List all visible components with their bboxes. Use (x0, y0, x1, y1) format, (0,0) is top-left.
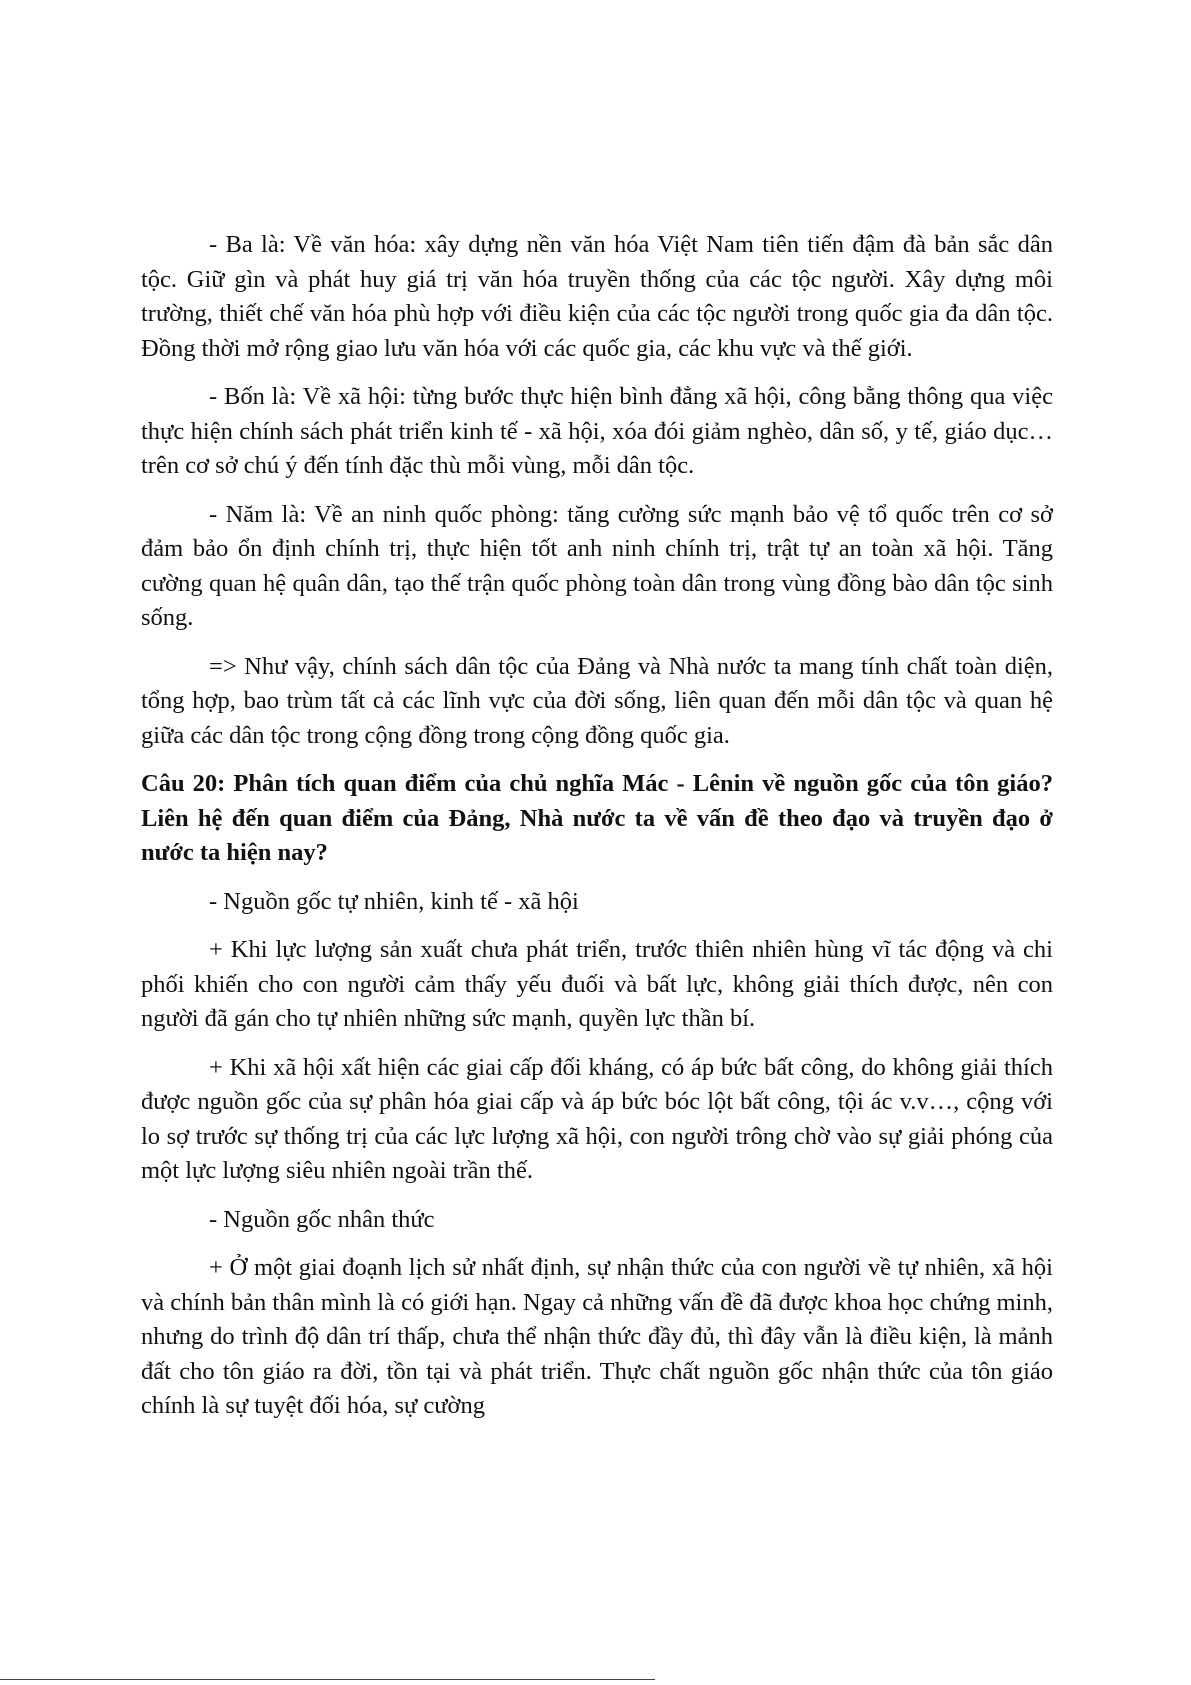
answer-paragraph-nature: + Khi lực lượng sản xuất chưa phát triển, trước thiên nhiên hùng vĩ tác động và chi phối khiến cho con người cảm thấy yếu đuối và bất lực, không giải thích được, nên con người đã gán cho tự nhiên những sức mạnh, quyền lực thần bí. (141, 936, 1053, 1032)
question-heading: Câu 20: Phân tích quan điểm của chủ nghĩa Mác - Lênin về nguồn gốc của tôn giáo? Liên hệ đến quan điểm của Đảng, Nhà nước ta về vấn đề theo đạo và truyền đạo ở nước ta hiện nay? (141, 770, 1053, 866)
paragraph-conclusion: => Như vậy, chính sách dân tộc của Đảng và Nhà nước ta mang tính chất toàn diện, tổng hợp, bao trùm tất cả các lĩnh vực của đời sống, liên quan đến mỗi dân tộc và quan hệ giữa các dân tộc trong cộng đồng trong cộng đồng quốc gia. (141, 652, 1053, 749)
answer-paragraph-cognition: + Ở một giai đoạnh lịch sử nhất định, sự nhận thức của con người về tự nhiên, xã hội và chính bản thân mình là có giới hạn. Ngay cả những vấn đề đã được khoa học chứng minh, nhưng do trình độ dân trí thấp, chưa thể nhận thức đầy đủ, thì đây vẫn là điều kiện, là mảnh đất cho tôn giáo ra đời, tồn tại và phát triển. Thực chất nguồn gốc nhận thức của tôn giáo chính là sự tuyệt đối hóa, sự cường (141, 1254, 1053, 1419)
paragraph-culture: - Ba là: Về văn hóa: xây dựng nền văn hóa Việt Nam tiên tiến đậm đà bản sắc dân tộc. Giữ gìn và phát huy giá trị văn hóa truyền thống của các tộc người. Xây dựng môi trường, thiết chế văn hóa phù hợp với điều kiện của các tộc người trong quốc gia đa dân tộc. Đồng thời mở rộng giao lưu văn hóa với các quốc gia, các khu vực và thế giới. (141, 231, 1053, 362)
document-page (141, 228, 1053, 1424)
footer-divider (0, 1679, 655, 1680)
paragraph-society: - Bốn là: Về xã hội: từng bước thực hiện bình đẳng xã hội, công bằng thông qua việc thực hiện chính sách phát triển kinh tế - xã hội, xóa đói giảm nghèo, dân số, y tế, giáo dục… trên cơ sở chú ý đến tính đặc thù mỗi vùng, mỗi dân tộc. (141, 383, 1053, 479)
answer-heading-natural-origin: - Nguồn gốc tự nhiên, kinh tế - xã hội (209, 887, 579, 915)
answer-heading-cognitive-origin: - Nguồn gốc nhân thức (209, 1205, 435, 1233)
paragraph-security: - Năm là: Về an ninh quốc phòng: tăng cường sức mạnh bảo vệ tổ quốc trên cơ sở đảm bảo ổn định chính trị, thực hiện tốt anh ninh chính trị, trật tự an toàn xã hội. Tăng cường quan hệ quân dân, tạo thế trận quốc phòng toàn dân trong vùng đồng bào dân tộc sinh sống. (141, 500, 1053, 631)
answer-paragraph-class: + Khi xã hội xất hiện các giai cấp đối kháng, có áp bức bất công, do không giải thích được nguồn gốc của sự phân hóa giai cấp và áp bức bóc lột bất công, tội ác v.v…, cộng với lo sợ trước sự thống trị của các lực lượng xã hội, con người trông chờ vào sự giải phóng của một lực lượng siêu nhiên ngoài trần thế. (141, 1053, 1053, 1184)
